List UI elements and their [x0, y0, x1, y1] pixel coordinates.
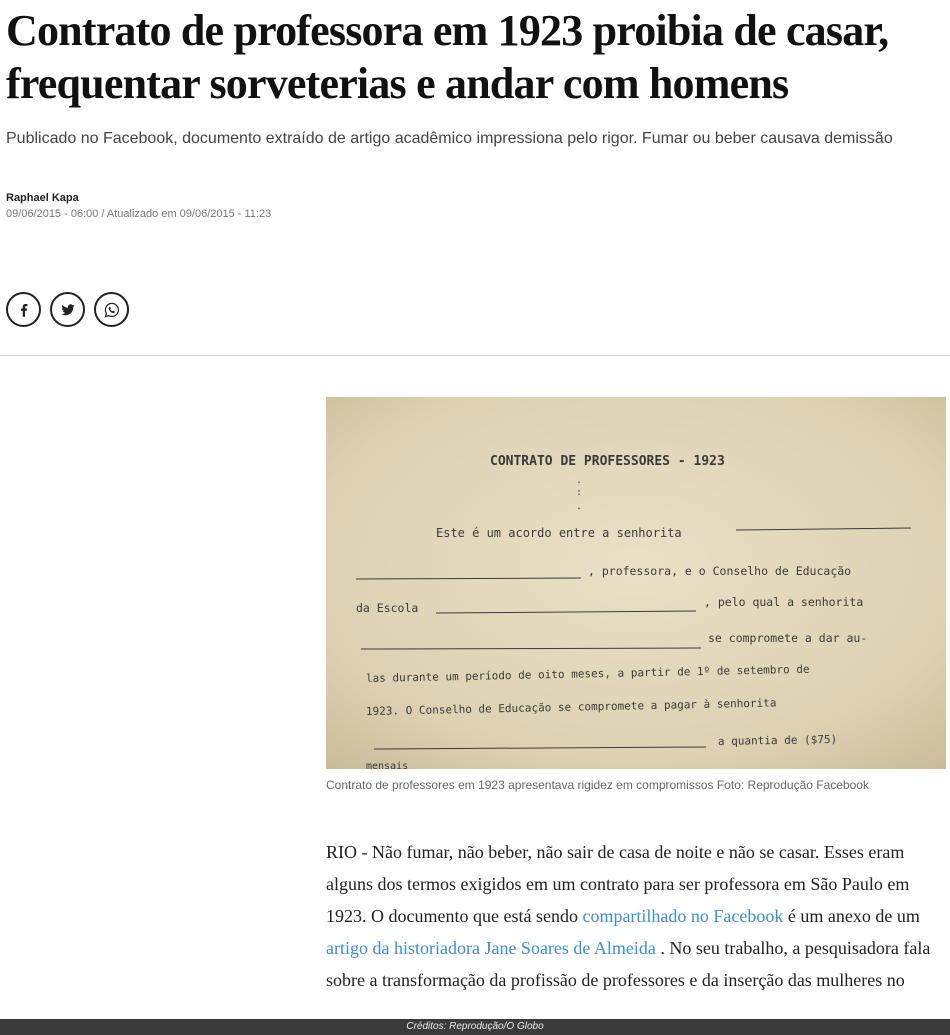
facebook-share-button[interactable]: [6, 292, 41, 327]
contract-photo[interactable]: [326, 397, 946, 769]
svg-text:.: .: [576, 475, 583, 486]
article-subtitle: Publicado no Facebook, documento extraído de artigo acadêmico impressiona pelo rigor. Fumar ou beber causava demissão: [6, 130, 893, 147]
doc-line: mensais: [366, 761, 409, 769]
whatsapp-share-button[interactable]: [94, 292, 129, 327]
doc-line: a quantia de ($75): [717, 732, 838, 748]
article-body: [326, 836, 941, 996]
doc-line: se compromete a dar au-: [708, 631, 868, 645]
photo-caption: Contrato de professores em 1923 apresentava rigidez em compromissos Foto: Reprodução Facebook: [326, 778, 869, 792]
contract-document-image: [326, 397, 946, 769]
doc-line: , professora, e o Conselho de Educação: [588, 564, 852, 578]
svg-text::: :: [576, 487, 583, 498]
twitter-icon: [59, 301, 77, 319]
facebook-share-link[interactable]: compartilhado no Facebook: [582, 906, 784, 926]
doc-line: Este é um acordo entre a senhorita: [436, 526, 682, 540]
body-text-1: RIO - Não fumar, não beber, não sair de casa de noite e não se casar. Esses eram alguns dos termos exigidos em um contrato para ser professora em São Paulo em 1923. O documento que está sendo: [326, 842, 910, 926]
whatsapp-icon: [103, 301, 121, 319]
doc-line: da Escola: [356, 601, 419, 615]
doc-line: las durante um período de oito meses, a partir de 1º de setembro de: [365, 662, 810, 685]
doc-line: , pelo qual a senhorita: [704, 595, 864, 609]
body-text-3: . No seu trabalho, a pesquisadora fala sobre a transformação da profissão de professores e da inserção das mulheres no: [326, 938, 931, 990]
twitter-share-button[interactable]: [50, 292, 85, 327]
body-text-2: é um anexo de um: [783, 906, 920, 926]
publish-dates: 09/06/2015 - 06:00 / Atualizado em 09/06/2015 - 11:23: [6, 208, 272, 220]
author-name[interactable]: Raphael Kapa: [6, 192, 79, 204]
section-divider: [0, 355, 950, 356]
article-headline: Contrato de professora em 1923 proibia de casar, frequentar sorveterias e andar com homens: [6, 6, 889, 108]
doc-line: 1923. O Conselho de Educação se compromete a pagar à senhorita: [365, 696, 777, 718]
historian-article-link[interactable]: artigo da historiadora Jane Soares de Almeida: [326, 938, 656, 958]
facebook-icon: [15, 301, 33, 319]
svg-text:.: .: [576, 501, 583, 512]
image-credit-bar: Créditos: Reprodução/O Globo: [0, 1019, 950, 1035]
share-bar: [6, 292, 129, 327]
doc-title: CONTRATO DE PROFESSORES - 1923: [490, 454, 725, 469]
